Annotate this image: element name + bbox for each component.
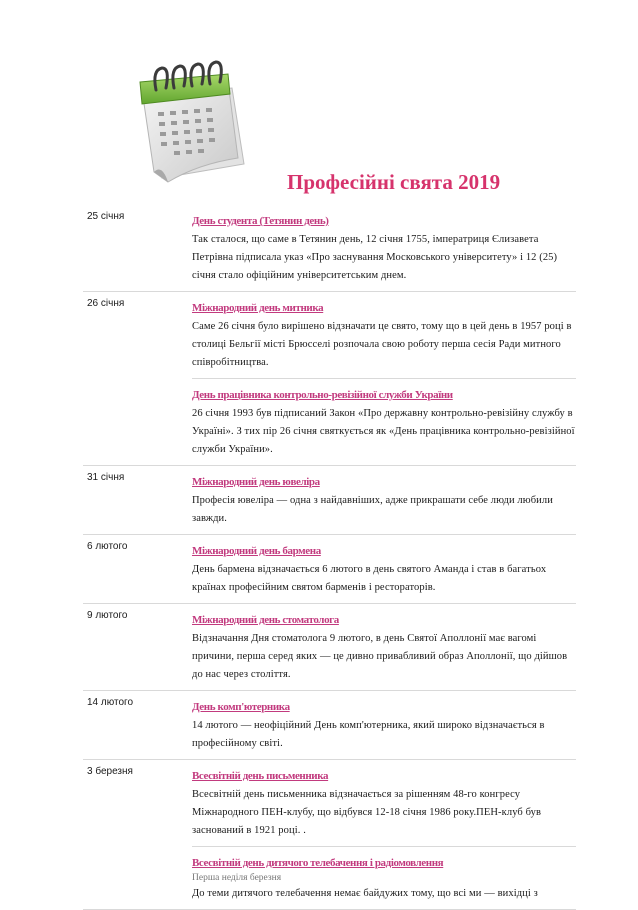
holiday-date: 31 січня xyxy=(87,472,125,483)
holiday-entries xyxy=(192,691,576,759)
holiday-row xyxy=(83,205,576,292)
calendar-icon xyxy=(128,60,258,190)
holiday-entry xyxy=(192,697,576,753)
holiday-entries xyxy=(192,604,576,690)
holiday-entry xyxy=(192,610,576,684)
holiday-date: 26 січня xyxy=(87,298,125,309)
holiday-date: 14 лютого xyxy=(87,697,134,708)
holiday-entry xyxy=(192,298,576,372)
holiday-row xyxy=(83,760,576,910)
holiday-subtitle: Перша неділя березня xyxy=(192,873,282,883)
holiday-entry xyxy=(192,541,576,597)
holiday-entries xyxy=(192,466,576,534)
holiday-entries xyxy=(192,535,576,603)
holiday-date: 9 лютого xyxy=(87,610,128,621)
holiday-list xyxy=(83,205,576,910)
holiday-entry xyxy=(192,378,576,459)
holiday-entry xyxy=(192,211,576,285)
holiday-description: До теми дитячого телебачення немає байдужих тому, що всі ми — вихідці з xyxy=(192,888,538,899)
holiday-description: Всесвітній день письменника відзначається за рішенням 48-го конгресу Міжнародного ПЕН-клубу, що відбувся 12-18 січня 1986 року.ПЕН-клуб був заснований в 1921 році. . xyxy=(192,789,542,836)
holiday-entries xyxy=(192,205,576,291)
holiday-title-link[interactable]: Всесвітній день дитячого телебачення і радіомовлення xyxy=(192,857,444,869)
holiday-date: 3 березня xyxy=(87,766,133,777)
holiday-row xyxy=(83,691,576,760)
holiday-description: Відзначання Дня стоматолога 9 лютого, в день Святої Аполлонії має вагомі причини, перша серед яких — це дивно привабливий образ Аполлонії, що дійшов до нас через століття. xyxy=(192,633,568,680)
holiday-entry xyxy=(192,846,576,903)
holiday-title-link[interactable]: Міжнародний день митника xyxy=(192,302,324,314)
holiday-row xyxy=(83,466,576,535)
holiday-description: 26 січня 1993 був підписаний Закон «Про державну контрольно-ревізійну службу в Україні». З тих пір 26 січня святкується як «День працівника контрольно-ревізійної служби України». xyxy=(192,408,575,455)
holiday-date: 25 січня xyxy=(87,211,125,222)
holiday-entries xyxy=(192,292,576,465)
holiday-row xyxy=(83,535,576,604)
holiday-title-link[interactable]: Міжнародний день бармена xyxy=(192,545,321,557)
page-title: Професійні свята 2019 xyxy=(287,170,501,194)
holiday-entries xyxy=(192,760,576,909)
holiday-date: 6 лютого xyxy=(87,541,128,552)
holiday-title-link[interactable]: День комп'ютерника xyxy=(192,701,290,713)
holiday-description: Так сталося, що саме в Тетянин день, 12 січня 1755, імператриця Єлизавета Петрівна підписала указ «Про заснування Московського університету» і 12 (25) січня стало офіційним університетським днем. xyxy=(192,234,558,281)
holiday-title-link[interactable]: Міжнародний день ювеліра xyxy=(192,476,320,488)
holiday-description: День бармена відзначається 6 лютого в день святого Аманда і став в багатьох країнах професійним святом барменів і рестораторів. xyxy=(192,564,547,593)
holiday-title-link[interactable]: Міжнародний день стоматолога xyxy=(192,614,339,626)
holiday-description: Саме 26 січня було вирішено відзначати це свято, тому що в цей день в 1957 році в столиці Бельгії місті Брюсселі розпочала свою роботу перша сесія Ради митного співробітництва. xyxy=(192,321,572,368)
holiday-entry xyxy=(192,472,576,528)
holiday-title-link[interactable]: День працівника контрольно-ревізійної служби України xyxy=(192,389,453,401)
holiday-row xyxy=(83,604,576,691)
holiday-entry xyxy=(192,766,576,840)
holiday-title-link[interactable]: День студента (Тетянин день) xyxy=(192,215,329,227)
holiday-description: 14 лютого — неофіційний День комп'ютерника, який широко відзначається в професійному світі. xyxy=(192,720,545,749)
holiday-title-link[interactable]: Всесвітній день письменника xyxy=(192,770,329,782)
holiday-row xyxy=(83,292,576,466)
holiday-description: Професія ювеліра — одна з найдавніших, адже прикрашати себе люди любили завжди. xyxy=(192,495,553,524)
